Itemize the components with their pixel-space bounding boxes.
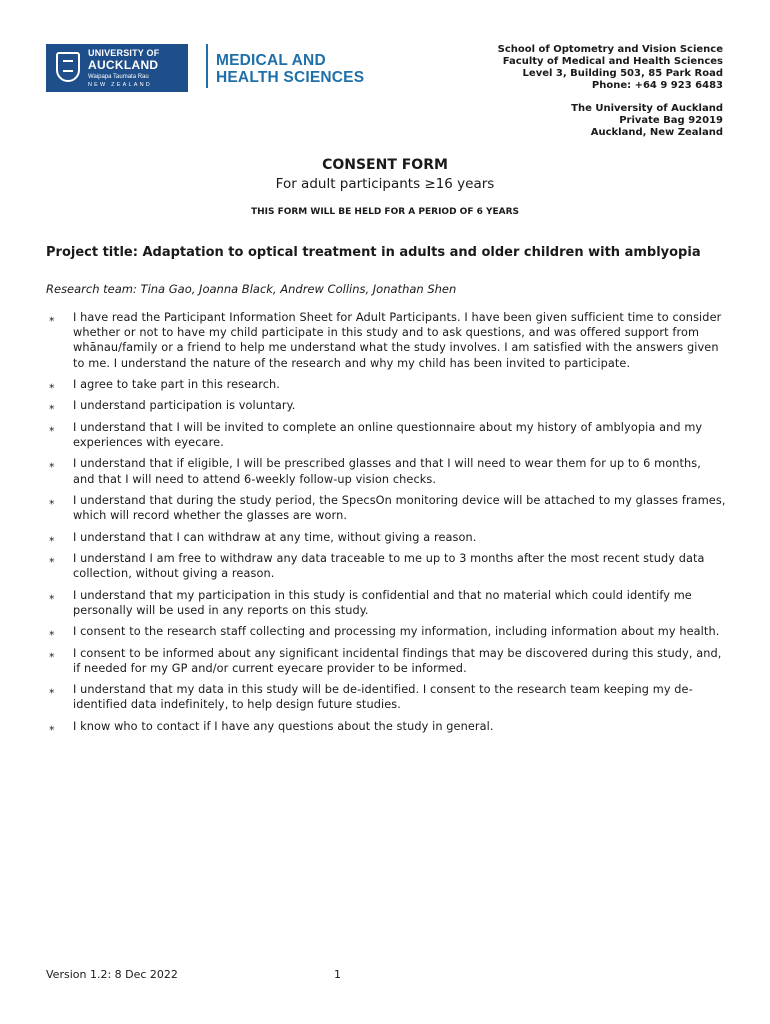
consent-item: [46, 456, 726, 486]
consent-item-text: I understand that I will be invited to complete an online questionnaire about my history of amblyopia and my experiences with eyecare.: [73, 420, 703, 449]
postal-line: Private Bag 92019: [619, 115, 723, 126]
postal-line: Auckland, New Zealand: [590, 127, 723, 138]
consent-item: [46, 310, 726, 371]
address-line: School of Optometry and Vision Science: [497, 44, 723, 55]
bullet-icon: ⁎: [49, 378, 55, 391]
consent-item: [46, 493, 726, 523]
version-footer: Version 1.2: 8 Dec 2022: [46, 968, 178, 981]
consent-item-text: I understand that during the study period, the SpecsOn monitoring device will be attached to my glasses frames, which will record whether the glasses are worn.: [73, 493, 726, 523]
consent-item: [46, 398, 726, 413]
consent-item: [46, 588, 726, 618]
consent-item: [46, 530, 726, 545]
bullet-icon: ⁎: [49, 646, 55, 660]
bullet-icon: ⁎: [49, 493, 55, 507]
consent-item: [46, 682, 726, 712]
consent-item: [46, 377, 726, 392]
university-logo: [46, 44, 188, 92]
faculty-line-1: MEDICAL AND: [216, 52, 326, 69]
consent-item-text: I understand that my data in this study will be de-identified. I consent to the research team keeping my de-identified data indefinitely, to help design future studies.: [73, 683, 693, 712]
consent-item-text: I understand that if eligible, I will be prescribed glasses and that I will need to wear them for up to 6 months, and that I will need to attend 6-weekly follow-up vision checks.: [73, 457, 701, 486]
bullet-icon: ⁎: [49, 530, 55, 544]
address-line: Level 3, Building 503, 85 Park Road: [522, 68, 723, 79]
logo-wordmark: [88, 49, 159, 89]
consent-item: [46, 719, 726, 734]
bullet-icon: ⁎: [49, 551, 55, 565]
consent-item-text: I understand I am free to withdraw any data traceable to me up to 3 months after the most recent study data collection, without giving a reason.: [73, 551, 705, 581]
logo-nz-line: NEW ZEALAND: [88, 82, 152, 88]
consent-item-text: I consent to be informed about any significant incidental findings that may be discovered during this study, and, if needed for my GP and/or current eyecare provider to be informed.: [73, 646, 722, 675]
address-block: [498, 44, 723, 139]
consent-item-text: I agree to take part in this research.: [73, 378, 280, 391]
bullet-icon: ⁎: [49, 420, 55, 434]
logo-university-line: UNIVERSITY OF: [88, 48, 160, 58]
consent-item: [46, 624, 726, 639]
consent-item: [46, 646, 726, 676]
consent-item: [46, 551, 726, 581]
logo-maori-line: Waipapa Taumata Rau: [88, 74, 149, 80]
consent-item-text: I understand that my participation in this study is confidential and that no material which could identify me personally will be used in any reports on this study.: [73, 588, 692, 617]
consent-item-text: I have read the Participant Information Sheet for Adult Participants. I have been given sufficient time to consider whether or not to have my child participate in this study and to ask questions, and was offered support from whānau/family or a friend to help me understand what the study involves. I am satisfied with the answers given to me. I understand the nature of the research and why my child has been invited to participate.: [73, 311, 722, 370]
page-number: 1: [334, 968, 341, 981]
form-subtitle: For adult participants ≥16 years: [275, 176, 495, 192]
address-line: Faculty of Medical and Health Sciences: [502, 56, 723, 67]
consent-item-text: I consent to the research staff collecting and processing my information, including information about my health.: [73, 625, 720, 639]
form-title: CONSENT FORM: [322, 157, 448, 173]
bullet-icon: ⁎: [49, 457, 55, 471]
postal-line: The University of Auckland: [571, 103, 723, 114]
address-phone: Phone: +64 9 923 6483: [591, 80, 723, 91]
faculty-line-2: HEALTH SCIENCES: [216, 69, 365, 86]
bullet-icon: ⁎: [49, 625, 55, 639]
bullet-icon: ⁎: [49, 399, 55, 413]
retention-note: THIS FORM WILL BE HELD FOR A PERIOD OF 6 YEARS: [250, 207, 520, 217]
consent-item-text: I understand participation is voluntary.: [73, 399, 296, 413]
faculty-name: [216, 52, 364, 86]
project-title: Project title: Adaptation to optical treatment in adults and older children with amblyopia: [46, 245, 701, 260]
consent-item-text: I know who to contact if I have any questions about the study in general.: [73, 719, 494, 733]
bullet-icon: ⁎: [49, 719, 55, 733]
bullet-icon: ⁎: [49, 683, 55, 697]
consent-item: [46, 420, 726, 450]
bullet-icon: ⁎: [49, 311, 55, 324]
research-team: Research team: Tina Gao, Joanna Black, Andrew Collins, Jonathan Shen: [46, 282, 457, 296]
bullet-icon: ⁎: [49, 588, 55, 602]
logo-auckland-line: AUCKLAND: [88, 58, 159, 72]
faculty-divider: [206, 44, 208, 88]
consent-statements: [46, 310, 726, 740]
crest-icon: [56, 52, 80, 82]
consent-item-text: I understand that I can withdraw at any time, without giving a reason.: [73, 530, 477, 544]
